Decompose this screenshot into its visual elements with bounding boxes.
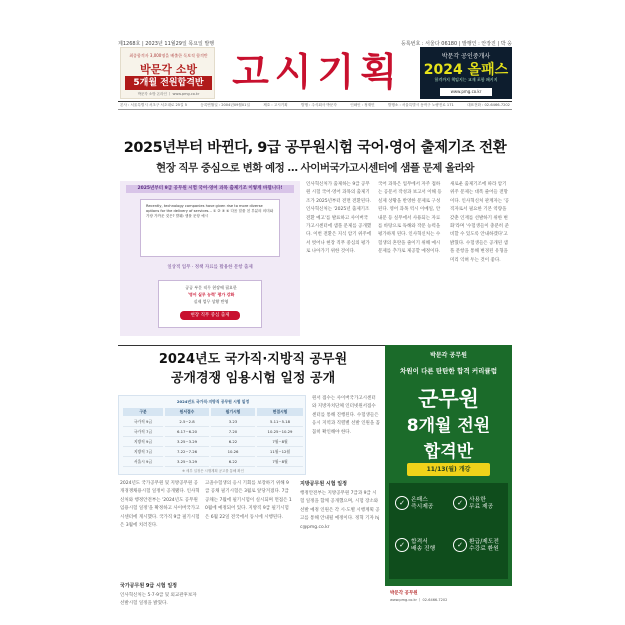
benefit-label: 사용한 bbox=[469, 497, 486, 503]
schedule-header-cell: 구분 bbox=[123, 408, 163, 416]
article2-headline bbox=[118, 350, 388, 388]
schedule-cell: 2.5~2.8 bbox=[165, 417, 209, 427]
ad-big-line1: 군무원 bbox=[418, 387, 479, 411]
ad-logo: 박문각 공무원 bbox=[430, 352, 467, 359]
ad-big-line2: 8개월 전원 bbox=[406, 416, 491, 436]
ad-benefit-item bbox=[449, 535, 507, 557]
newspaper-masthead: 고시기획 bbox=[232, 49, 403, 94]
header-ad-right-line4: www.pmg.co.kr bbox=[440, 88, 492, 96]
info-item: 등록연월일 : 2004년09월01일 bbox=[200, 103, 250, 107]
schedule-header-cell: 원서접수 bbox=[165, 408, 209, 416]
ad-start-date: 11/13(월) 개강 bbox=[407, 463, 490, 476]
article2-col3-tail: 행정안전부는 지방공무원 7급과 9급 시험 일정을 함께 공개했으며, 시험 장소와 선발 예정 인원은 각 시·도별 시행계획 공고를 통해 안내될 예정이다. 정혁 기자 hjc@pmg.co.kr bbox=[300, 491, 380, 530]
benefit-label: 배송 진행 bbox=[411, 546, 436, 552]
article2-col2: 고졸수험생의 응시 기회를 보장하기 위해 9급 공채 필기시험은 3월로 앞당겨졌다. 7급 공채는 7월에 필기시험이 실시되며 면접은 10월에 예정되어 있다. 지방직 9급 필기시험은 6월 22일 전국에서 동시에 시행된다. bbox=[205, 481, 292, 520]
schedule-cell: 3.25~3.29 bbox=[165, 437, 209, 447]
schedule-cell: 서울시 9급 bbox=[123, 457, 163, 467]
article1-col1: 인사혁신처가 출제하는 9급 공무원 시험 국어·영어 과목의 출제기조가 2025년부터 전면 전환된다. 인사혁신처는 '2025년 출제기조 전환 예고'를 발표하고 사이버국가고시센터에 샘플 문제를 공개했다. 이번 전환은 지식 암기 위주에서 벗어나 현장 직무 중심의 평가로 나아가기 위한 것이다. bbox=[306, 182, 372, 255]
info-item: 대표전화 : 02-6466-7202 bbox=[467, 103, 510, 107]
figure-pill-badge: 현장 직무 중심 출제 bbox=[180, 311, 240, 320]
schedule-table-title: 2024년도 국가직·지방직 공무원 시험 일정 bbox=[176, 399, 250, 404]
figure-banner: 2025년부터 9급 공무원 시험 국어·영어 과목 출제기조 이렇게 바뀝니다! bbox=[126, 185, 294, 193]
figure-note: 일상적 업무 · 정책 자료를 활용한 문항 출제 bbox=[167, 265, 253, 270]
info-item: 발행소 : 서울특별시 동작구 노량진로 171 bbox=[387, 103, 454, 107]
benefit-label: 즉시제공 bbox=[411, 504, 434, 510]
check-icon: ✓ bbox=[395, 496, 409, 510]
benefit-label: 환급/제도전 bbox=[469, 539, 499, 545]
check-icon: ✓ bbox=[453, 496, 467, 510]
header-ad-fire-academy[interactable] bbox=[120, 47, 215, 99]
info-item: 제호 : 고시기획 bbox=[263, 103, 288, 107]
schedule-cell: 6.22 bbox=[211, 457, 255, 467]
check-icon: ✓ bbox=[395, 538, 409, 552]
header-ad-left-line2: 박문각 소방 bbox=[140, 63, 197, 76]
figure-summary-line3: 실제 업무 상황 반영 bbox=[193, 299, 229, 304]
ad-tagline: 차원이 다른 탄탄한 합격 커리큘럼 bbox=[400, 367, 497, 375]
article1-figure bbox=[120, 181, 300, 336]
article1-headline: 2025년부터 바뀐다, 9급 공무원시험 국어·영어 출제기조 전환 bbox=[123, 140, 507, 156]
ad-footer bbox=[385, 586, 512, 608]
schedule-cell: 3.23 bbox=[211, 417, 255, 427]
figure-sample-card bbox=[140, 199, 280, 257]
header-ad-left-line3: 5개월 전원합격반 bbox=[125, 76, 212, 90]
article2-col3-top: 원서 접수는 사이버국가고시센터와 지방자치단체 인터넷원서접수센터를 통해 진행된다. 수험생들은 응시 지역과 직렬별 선발 인원을 꼼꼼히 확인해야 한다. bbox=[312, 396, 380, 435]
benefit-label: 온패스 bbox=[411, 497, 428, 503]
exam-schedule-table bbox=[118, 395, 306, 475]
info-item: 본사 : 서울특별시 서초구 서초대로 25길 5 bbox=[120, 103, 187, 107]
ad-benefits-panel bbox=[389, 483, 508, 579]
header-ad-right-line1: 박문각 공인중개사 bbox=[441, 53, 491, 60]
article1-col2: 국어 과목은 업무에서 자주 접하는 공문서 작성과 보고서 이해 등 실제 상황을 반영한 문제로 구성된다. 영어 과목 역시 이메일, 안내문 등 실무에서 사용되는 자료를 바탕으로 독해와 작문 능력을 평가하게 된다. 인사혁신처는 수험생의 혼란을 줄이기 위해 예시 문제를 추가로 제공할 예정이다. bbox=[378, 182, 442, 255]
figure-summary-line1: 공공 부문 직무 현장에 필요한 bbox=[185, 285, 237, 290]
schedule-header-cell: 필기시험 bbox=[211, 408, 255, 416]
article2-col3-subheading: 지방공무원 시험 일정 bbox=[300, 481, 347, 487]
schedule-header-cell: 면접시험 bbox=[257, 408, 303, 416]
schedule-cell: 11월~12월 bbox=[257, 447, 303, 457]
ad-big-line3: 합격반 bbox=[423, 442, 474, 462]
schedule-table-footnote: ※ 세부 일정은 시행계획 공고를 통해 확인 bbox=[182, 469, 244, 473]
header-ad-realtor[interactable] bbox=[420, 47, 512, 99]
check-icon: ✓ bbox=[453, 538, 467, 552]
header-ad-right-line2: 2024 올패스 bbox=[423, 62, 509, 78]
ad-benefit-item bbox=[391, 493, 449, 515]
schedule-cell: 국가직 7급 bbox=[123, 427, 163, 437]
header-ad-left-line1: 최종합격자 3,000명을 배출한 독보적 합격반 bbox=[129, 53, 208, 58]
article1-subhead: 현장 직무 중심으로 변화 예정 … 사이버국가고시센터에 샘플 문제 올라와 bbox=[155, 162, 475, 174]
schedule-cell: 5.11~5.18 bbox=[257, 417, 303, 427]
figure-sample-text: Recently, technology companies have given rise to more diverse options for the delivery of services... ① ② ③ ④ 다음 밑줄 친 부분의 의미와 가장 가까운 것은? 발췌: 샘플 문항 예시 bbox=[146, 204, 274, 218]
article1-col3: 새로운 출제기조에 따라 암기 위주 문제는 대폭 줄어들 전망이다. 인사혁신처 관계자는 '공직자로서 필요한 기본 역량을 갖춘 인재를 선발하기 위한 변화'라며 '수험생들이 충분히 준비할 수 있도록 안내하겠다'고 밝혔다. 수험생들은 공개된 샘플 문항을 통해 변경된 유형을 미리 익혀 두는 것이 좋다. bbox=[450, 182, 510, 263]
schedule-cell: 6.17~6.20 bbox=[165, 427, 209, 437]
schedule-cell: 10.26 bbox=[211, 447, 255, 457]
benefit-label: 무료 제공 bbox=[469, 504, 494, 510]
ad-benefit-item bbox=[449, 493, 507, 515]
figure-summary-card bbox=[158, 280, 262, 328]
schedule-cell: 7월~8월 bbox=[257, 457, 303, 467]
ad-footer-contact: www.pmg.co.kr ㅣ 02-6466-7202 bbox=[390, 598, 448, 602]
issue-info-left: 제1268호 | 2023년 11월29일 목요일 발행 bbox=[118, 41, 215, 47]
schedule-cell: 7월~8월 bbox=[257, 437, 303, 447]
schedule-cell: 3.25~3.29 bbox=[165, 457, 209, 467]
benefit-label: 수강료 환원 bbox=[469, 546, 499, 552]
header-ad-right-line3: 합격까지 책임지는 교재 포함 패키지 bbox=[434, 77, 498, 82]
schedule-cell: 7.22~7.26 bbox=[165, 447, 209, 457]
benefit-label: 합격서 bbox=[411, 539, 428, 545]
schedule-cell: 국가직 9급 bbox=[123, 417, 163, 427]
article2-col1: 2024년도 국가공무원 및 지방공무원 공개경쟁채용시험 일정이 공개됐다. 인사혁신처와 행정안전부는 '2024년도 공무원 임용시험 일정'을 확정하고 사이버국가고시센터에 게시했다. 국가직 9급 필기시험은 3월에 치러진다. bbox=[120, 481, 200, 529]
publisher-info-strip bbox=[118, 101, 512, 110]
schedule-cell: 6.22 bbox=[211, 437, 255, 447]
article2-headline-line1: 2024년도 국가직·지방직 공무원 bbox=[158, 352, 348, 367]
article2-headline-line2: 공개경쟁 임용시험 일정 공개 bbox=[170, 371, 336, 386]
article2-col1-tail: 인사혁신처는 5·7·9급 및 외교관후보자 선발시험 일정을 밝혔다. bbox=[120, 593, 197, 607]
schedule-cell: 지방직 9급 bbox=[123, 437, 163, 447]
schedule-cell: 7.20 bbox=[211, 427, 255, 437]
issue-info-right: 등록번호 : 서울다 06180 | 발행인 : 안장진 | 박 웅 bbox=[401, 41, 512, 47]
ad-benefit-item bbox=[391, 535, 449, 557]
ad-footer-brand: 박문각 공무원 bbox=[390, 591, 418, 596]
header-ad-left-line4: 박문각 소방 온라인 ㅣ www.pmg.co.kr bbox=[137, 92, 200, 96]
schedule-cell: 10.25~10.29 bbox=[257, 427, 303, 437]
schedule-cell: 지방직 7급 bbox=[123, 447, 163, 457]
info-item: 인쇄인 : 정재민 bbox=[350, 103, 375, 107]
military-civilian-course-ad[interactable] bbox=[385, 345, 512, 608]
info-item: 발행 : 주식회사 박문각 bbox=[300, 103, 337, 107]
article2-col1-subheading: 국가공무원 9급 시험 일정 bbox=[120, 583, 178, 589]
figure-summary-line2: '영어 실무 능력' 평가 강화 bbox=[187, 292, 235, 297]
